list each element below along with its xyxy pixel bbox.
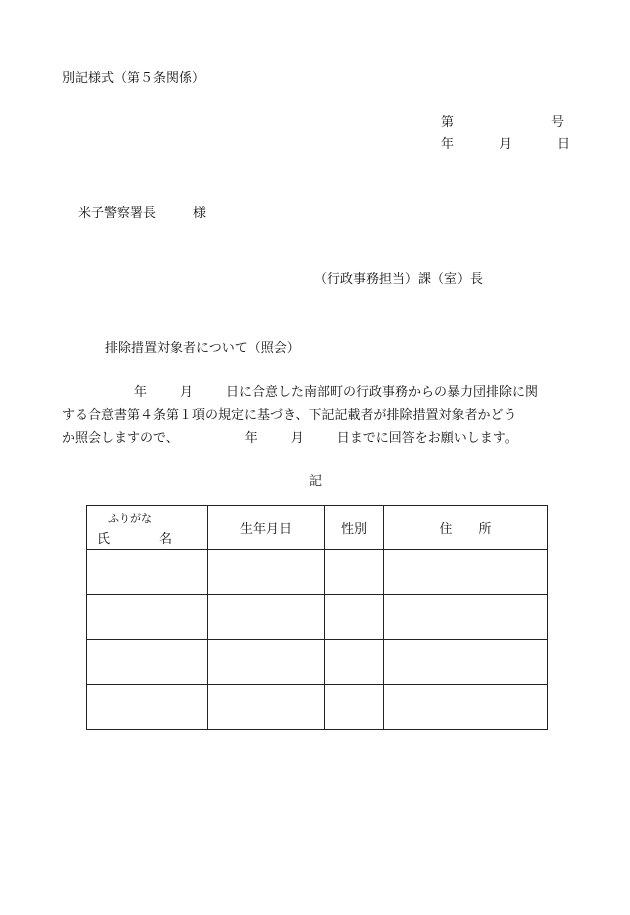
body-line-1-text: 日に合意した南部町の行政事務からの暴力団排除に関 [226,385,539,400]
deadline-month-label: 月 [290,431,304,446]
gender-cell[interactable] [325,595,384,640]
body-line-2: する合意書第４条第１項の規定に基づき、下記記載者が排除措置対象者かどう [62,408,517,423]
birthdate-cell[interactable] [208,685,325,730]
table-row [87,595,548,640]
body-line-3-start: か照会しますので、 [62,431,179,446]
gender-column-header: 性別 [325,506,384,550]
gender-cell[interactable] [325,640,384,685]
name-label-mei: 名 [159,532,173,547]
deadline-year-label: 年 [244,431,258,446]
body-line-3 [62,432,518,445]
gender-cell[interactable] [325,550,384,595]
body-line-3-text: 日までに回答をお願いします。 [336,431,518,446]
body-month-label: 月 [180,385,194,400]
date-year-label: 年 [441,137,455,152]
table-row [87,685,548,730]
name-cell[interactable] [87,685,208,730]
birthdate-cell[interactable] [208,640,325,685]
ki-heading: 記 [309,474,323,489]
document-number-prefix: 第 [441,115,455,130]
birthdate-cell[interactable] [208,595,325,640]
target-persons-table [86,505,548,730]
document-number-suffix: 号 [551,115,565,130]
address-cell[interactable] [384,685,548,730]
table-body [87,550,548,730]
address-cell[interactable] [384,550,548,595]
table-header-row [87,506,548,550]
name-cell[interactable] [87,595,208,640]
body-line-1 [62,386,538,399]
body-year-label: 年 [134,385,148,400]
gender-cell[interactable] [325,685,384,730]
address-cell[interactable] [384,595,548,640]
table-row [87,550,548,595]
birthdate-cell[interactable] [208,550,325,595]
address-cell[interactable] [384,640,548,685]
name-cell[interactable] [87,550,208,595]
furigana-label: ふりがな [108,512,152,525]
name-label-shi: 氏 [97,532,111,547]
form-label: 別記様式（第５条関係） [62,71,206,86]
birthdate-column-header: 生年月日 [208,506,325,550]
address-column-header: 住 所 [384,506,548,550]
recipient-honorific: 様 [193,206,207,221]
subject-line: 排除措置対象者について（照会） [105,341,300,356]
name-column-header [87,506,208,550]
name-cell[interactable] [87,640,208,685]
date-month-label: 月 [499,137,513,152]
table-row [87,640,548,685]
recipient-name: 米子警察署長 [78,206,157,221]
date-day-label: 日 [557,137,571,152]
sender-title: （行政事務担当）課（室）長 [314,272,484,287]
